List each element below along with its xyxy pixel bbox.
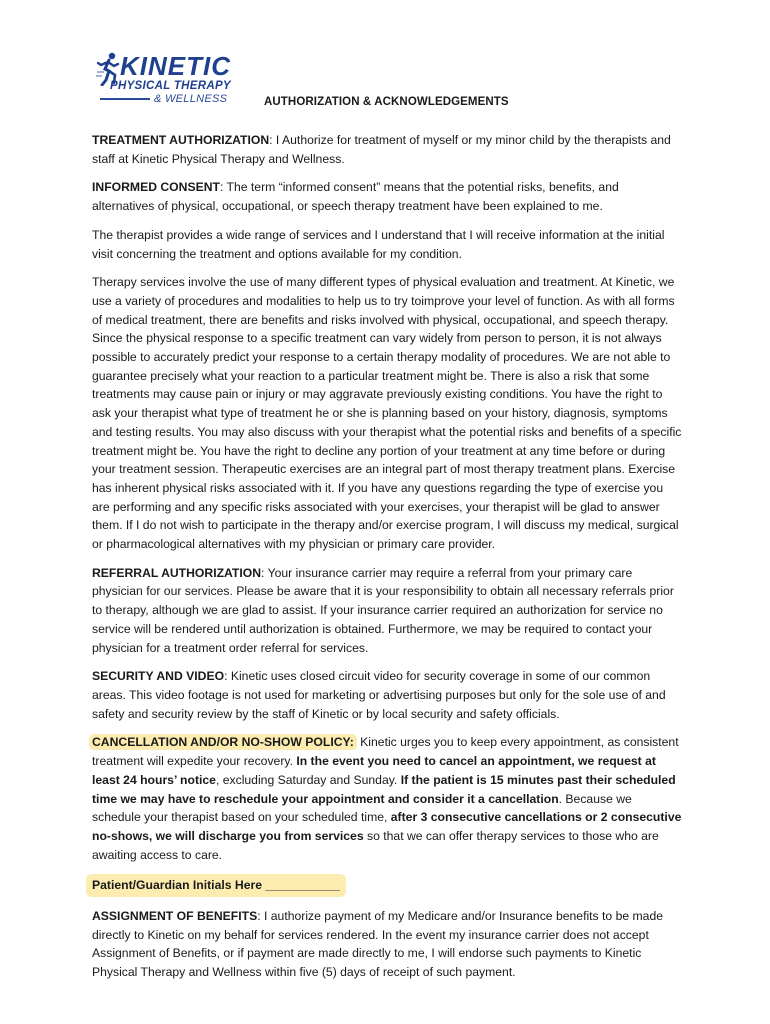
assignment-of-benefits [92, 907, 682, 982]
logo-line2: & WELLNESS [154, 93, 228, 105]
cancellation-bold-1: In the event you need to cancel an appointment, we request at least 24 hours’ notice [92, 754, 656, 787]
cancellation-text-3: . Because we schedule your therapist based on your scheduled time, [92, 791, 632, 825]
treatment-heading: TREATMENT AUTHORIZATION [92, 133, 270, 147]
kinetic-logo [96, 50, 242, 108]
consent-text: : The term “informed consent” means that the potential risks, benefits, and alternatives of physical, occupational, or speech therapy treatment have been explained to me. [92, 180, 619, 214]
initials-field[interactable]: Patient/Guardian Initials Here ___________ [86, 874, 346, 897]
security-heading: SECURITY AND VIDEO [92, 669, 225, 684]
logo-divider [100, 98, 150, 100]
document-body [92, 131, 682, 992]
cancellation-bold-2: If the patient is 15 minutes past their scheduled time we may have to reschedule your appointment and consider it a cancellation [92, 772, 676, 806]
document-title: AUTHORIZATION & ACKNOWLEDGEMENTS [264, 96, 509, 108]
cancellation-text-2: , excluding Saturday and Sunday. [215, 772, 401, 787]
treatment-authorization [92, 131, 682, 168]
referral-heading: REFERRAL AUTHORIZATION [92, 565, 262, 580]
cancellation-policy [92, 733, 682, 864]
consent-heading: INFORMED CONSENT [92, 180, 220, 195]
security-video [92, 667, 682, 723]
initials-row [92, 874, 682, 897]
logo-name: KINETIC [120, 51, 231, 81]
assignment-heading: ASSIGNMENT OF BENEFITS [92, 909, 258, 924]
referral-authorization [92, 564, 682, 658]
cancellation-heading: CANCELLATION AND/OR NO-SHOW POLICY: [89, 734, 357, 750]
security-text: : Kinetic uses closed circuit video for security coverage in some of our common areas. This video footage is not used for marketing or advertising purposes but only for the sole use of and safety and security review by the staff of Kinetic or by local security and safety officials. [92, 669, 666, 721]
cancellation-bold-3: after 3 consecutive cancellations or 2 consecutive no-shows, we will discharge you from services [92, 810, 682, 843]
services-paragraph: The therapist provides a wide range of services and I understand that I will receive information at the initial visit concerning the treatment and options available for my condition. [92, 227, 665, 261]
informed-consent [92, 178, 682, 215]
treatment-text: : I Authorize for treatment of myself or my minor child by the therapists and staff at Kinetic Physical Therapy and Wellness. [92, 133, 671, 166]
therapy-paragraph: Therapy services involve the use of many different types of physical evaluation and treatment. At Kinetic, we use a variety of procedures and modalities to help us to try toimprove your level of function. As with all forms of medical treatment, there are benefits and risks involved with physical, occupational, and speech therapy. Since the physical response to a specific treatment can vary widely from person to person, it is not always possible to accurately predict your response to a certain therapy modality of procedures. We are not able to guarantee precisely what your reaction to a particular treatment might be. There is also a risk that some treatments may cause pain or injury or may aggravate previously existing conditions. You have the right to ask your therapist what type of treatment he or she is planning based on your history, diagnosis, symptoms and testing results. You may also discuss with your therapist what the potential risks and benefits of a specific treatment might be. You have the right to decline any portion of your treatment at any time before or during your treatment session. Therapeutic exercises are an integral part of most therapy treatment plans. Exercise has inherent physical risks associated with it. If you have any questions regarding the type of exercise you are performing and any specific risks associated with your exercises, your therapist will be glad to answer them. If I do not wish to participate in the therapy and/or exercise program, I will discuss my medical, surgical or pharmacological alternatives with my physician or primary care provider. [92, 275, 682, 552]
referral-text: : Your insurance carrier may require a referral from your primary care physician for our services. Please be aware that it is your responsibility to obtain all necessary referrals prior to therapy, although we are glad to assist. If your insurance carrier required an authorization for service no service will be rendered until authorization is obtained. Furthermore, we may be required to contact your physician for a treatment order referral for services. [92, 565, 674, 655]
cancellation-text-4: so that we can offer therapy services to those who are awaiting access to care. [92, 828, 659, 862]
logo-line1: PHYSICAL THERAPY [110, 80, 231, 92]
assignment-text: : I authorize payment of my Medicare and/or Insurance benefits to be made directly to Kinetic on my behalf for services rendered. In the event my insurance carrier does not accept Assignment of Benefits, or if payment are made directly to me, I will endorse such payments to Kinetic Physical Therapy and Wellness within five (5) days of receipt of such payment. [92, 909, 664, 980]
cancellation-text-1: Kinetic urges you to keep every appointment, as consistent treatment will expedite your recovery. [92, 735, 679, 769]
